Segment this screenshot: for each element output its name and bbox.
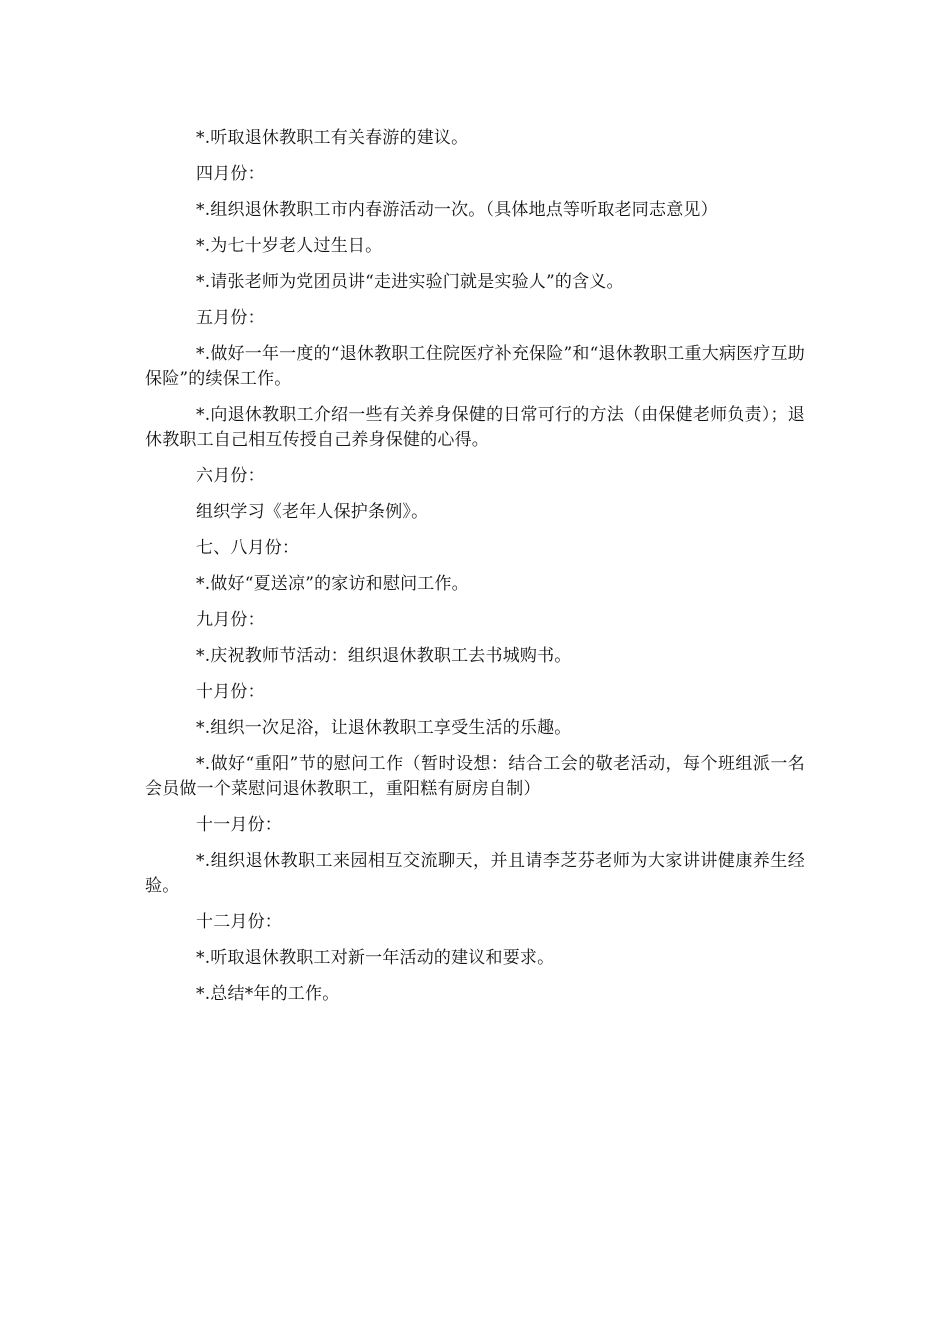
paragraph: *.听取退休教职工对新一年活动的建议和要求。 [196,948,555,968]
month-heading: 六月份： [196,466,265,486]
paragraph: *.做好一年一度的“退休教职工住院医疗补充保险”和“退休教职工重大病医疗互助保险”的续保工作。 [145,344,805,389]
month-heading: 十月份： [196,682,265,702]
paragraph: 组织学习《老年人保护条例》。 [196,502,429,522]
month-heading: 九月份： [196,610,265,630]
paragraph: *.请张老师为党团员讲“走进实验门就是实验人”的含义。 [196,272,624,292]
paragraph: *.做好“重阳”节的慰问工作（暂时设想：结合工会的敬老活动，每个班组派一名会员做一个菜慰问退休教职工，重阳糕有厨房自制） [145,754,805,799]
paragraph: *.组织一次足浴，让退休教职工享受生活的乐趣。 [196,718,572,738]
month-heading: 四月份： [196,164,265,184]
paragraph: *.组织退休教职工市内春游活动一次。（具体地点等听取老同志意见） [196,200,718,220]
paragraph: *.为七十岁老人过生日。 [196,236,383,256]
month-heading: 五月份： [196,308,265,328]
paragraph: *.听取退休教职工有关春游的建议。 [196,128,469,148]
month-heading: 十二月份： [196,912,282,932]
document-body [145,126,805,1018]
month-heading: 十一月份： [196,815,282,835]
paragraph: *.组织退休教职工来园相互交流聊天，并且请李芝芬老师为大家讲讲健康养生经验。 [145,851,805,896]
paragraph: *.做好“夏送凉”的家访和慰问工作。 [196,574,469,594]
paragraph: *.庆祝教师节活动：组织退休教职工去书城购书。 [196,646,572,666]
paragraph: *.向退休教职工介绍一些有关养身保健的日常可行的方法（由保健老师负责）；退休教职工自己相互传授自己养身保健的心得。 [145,405,805,450]
month-heading: 七、八月份： [196,538,300,558]
paragraph: *.总结*年的工作。 [196,984,340,1004]
